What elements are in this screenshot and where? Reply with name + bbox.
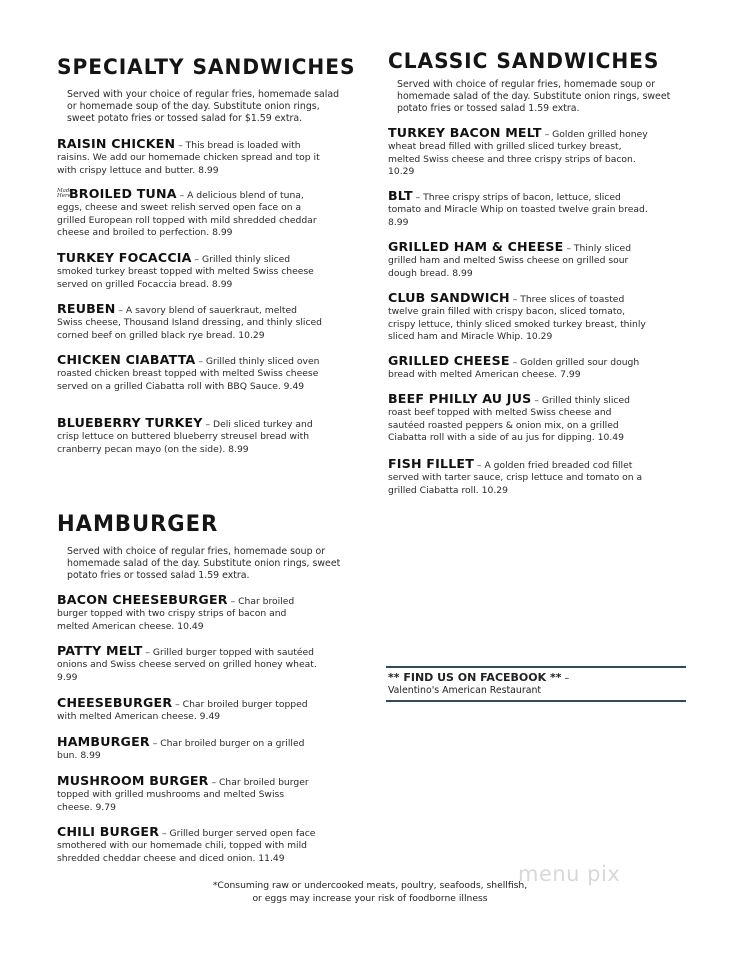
item-name: CHEESEBURGER [57,695,173,710]
menu-item [57,826,319,865]
item-description: – Char broiled burger topped with two crispy strips of bacon and melted American cheese. 10.49 [57,596,295,632]
item-name: FISH FILLET [388,456,475,471]
item-name: CLUB SANDWICH [388,290,510,305]
hamburger-intro: Served with choice of regular fries, homemade soup or homemade salad of the day. Substitute onion rings, sweet potato fries or tossed salad 1.59 extra. [67,546,341,582]
hamburger-title: HAMBURGER [57,512,219,537]
facebook-page-name[interactable]: Valentino's American Restaurant [388,685,542,696]
item-description: – Char broiled burger on a grilled bun. 8.99 [57,738,305,762]
disclaimer-line-2: or eggs may increase your risk of foodborne illness [252,892,488,904]
specialty-sandwiches-title: SPECIALTY SANDWICHES [57,55,356,79]
menu-item [57,188,325,239]
item-description: – Golden grilled honey wheat bread filled with grilled sliced turkey breast, melted Swiss cheese and three crispy strips of bacon. 10.29 [388,129,648,177]
item-description: – Char broiled burger topped with melted American cheese. 9.49 [57,699,308,723]
item-name: HAMBURGER [57,734,150,749]
menupix-watermark: menu pix [518,862,621,886]
item-description: – Golden grilled sour dough bread with melted American cheese. 7.99 [388,357,640,381]
item-description: – Thinly sliced grilled ham and melted Swiss cheese on grilled sour dough bread. 8.99 [388,243,632,279]
item-name: BACON CHEESEBURGER [57,592,228,607]
item-description: – Three crispy strips of bacon, lettuce, sliced tomato and Miracle Whip on toasted twelve grain bread. 8.99 [388,192,648,228]
item-name: RAISIN CHICKEN [57,136,176,151]
menu-item [57,417,325,456]
menu-item [388,241,650,280]
menu-item [388,190,650,229]
menu-item [388,127,650,178]
item-description: – Three slices of toasted twelve grain filled with crispy bacon, sliced tomato, crispy lettuce, thinly sliced smoked turkey breast, thinly sliced ham and Miracle Whip. 10.29 [388,294,646,342]
menu-item [57,354,325,393]
item-name: MUSHROOM BURGER [57,773,209,788]
item-description: – Char broiled burger topped with grilled mushrooms and melted Swiss cheese. 9.79 [57,777,309,813]
item-description: – A savory blend of sauerkraut, melted Swiss cheese, Thousand Island dressing, and thinly sliced corned beef on grilled black rye bread. 10.29 [57,305,323,341]
menu-item [57,775,319,814]
menu-item [57,697,319,724]
menu-item [57,252,325,291]
classic-intro: Served with choice of regular fries, homemade soup or homemade salad of the day. Substitute onion rings, sweet potato fries or tossed salad 1.59 extra. [397,79,671,115]
menu-item [57,138,325,177]
item-name: BLUEBERRY TURKEY [57,415,203,430]
menu-item [388,292,650,343]
specialty-intro: Served with your choice of regular fries, homemade salad or homemade soup of the day. Substitute onion rings, sweet potato fries or tossed salad for $1.59 extra. [67,89,340,125]
classic-sandwiches-title: CLASSIC SANDWICHES [388,49,660,73]
item-description: – Grilled burger served open face smothered with our homemade chili, topped with mild shredded cheddar cheese and diced onion. 11.49 [57,828,316,864]
facebook-callout [388,672,684,697]
item-name: BROILED TUNA [69,186,177,201]
item-description: – This bread is loaded with raisins. We add our homemade chicken spread and top it with crispy lettuce and butter. 8.99 [57,140,320,176]
item-name: BEEF PHILLY AU JUS [388,391,532,406]
menu-item [57,736,319,763]
menu-item [57,594,319,633]
facebook-top-rule [386,666,686,668]
item-name: CHILI BURGER [57,824,160,839]
menu-item [388,458,650,497]
facebook-dash: – [561,673,570,684]
item-description: – Grilled thinly sliced oven roasted chicken breast topped with melted Swiss cheese served on a grilled Ciabatta roll with BBQ Sauce. 9.49 [57,356,320,392]
menu-item [57,645,319,684]
item-description: – Deli sliced turkey and crisp lettuce on buttered blueberry streusel bread with cranberry pecan mayo (on the side). 8.99 [57,419,313,455]
item-name: PATTY MELT [57,643,143,658]
item-description: – Grilled burger topped with sautéed onions and Swiss cheese served on grilled honey wheat. 9.99 [57,647,317,683]
item-description: – Grilled thinly sliced roast beef topped with melted Swiss cheese and sautéed roasted peppers & onion mix, on a grilled Ciabatta roll with a side of au jus for dipping. 10.49 [388,395,630,443]
food-safety-disclaimer [170,880,570,905]
item-name: TURKEY BACON MELT [388,125,542,140]
made-here-badge: Made Here [57,187,73,199]
item-name: GRILLED HAM & CHEESE [388,239,564,254]
facebook-bottom-rule [386,700,686,702]
disclaimer-line-1: *Consuming raw or undercooked meats, poultry, seafoods, shellfish, [212,880,528,891]
item-description: – Grilled thinly sliced smoked turkey breast topped with melted Swiss cheese served on grilled Focaccia bread. 8.99 [57,254,314,290]
menu-item [388,355,650,382]
item-name: GRILLED CHEESE [388,353,510,368]
item-name: TURKEY FOCACCIA [57,250,192,265]
menu-item [388,393,650,444]
item-description: – A golden fried breaded cod fillet served with tarter sauce, crisp lettuce and tomato on a grilled Ciabatta roll. 10.29 [388,460,643,496]
item-name: CHICKEN CIABATTA [57,352,196,367]
item-name: BLT [388,188,413,203]
facebook-heading: ** FIND US ON FACEBOOK ** [388,671,562,684]
item-name: REUBEN [57,301,116,316]
menu-item [57,303,325,342]
item-description: – A delicious blend of tuna, eggs, cheese and sweet relish served open face on a grilled European roll topped with mild shredded cheddar cheese and broiled to perfection. 8.99 [57,190,317,238]
